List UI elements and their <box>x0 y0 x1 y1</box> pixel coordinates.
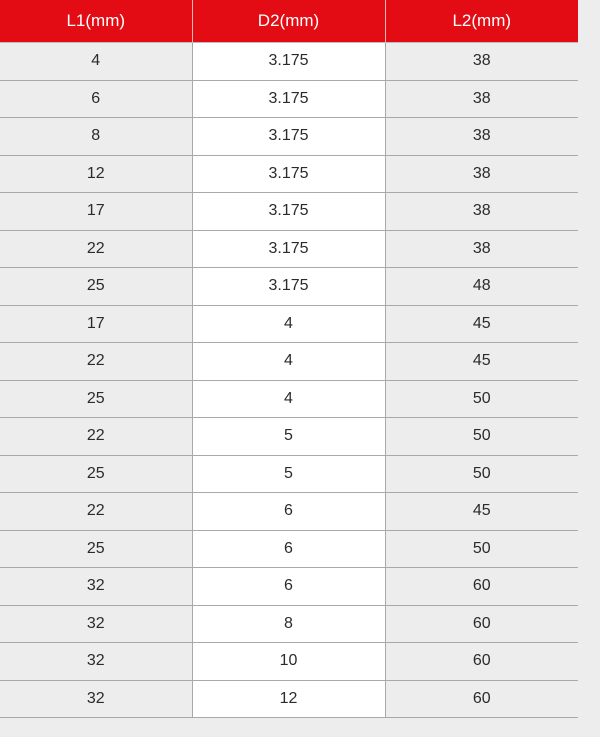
table-row <box>0 530 578 568</box>
cell-l1: 25 <box>0 268 192 306</box>
cell-d2: 12 <box>192 680 385 718</box>
cell-d2: 8 <box>192 605 385 643</box>
table-row <box>0 680 578 718</box>
cell-l1: 22 <box>0 230 192 268</box>
cell-l1: 25 <box>0 530 192 568</box>
cell-l1: 12 <box>0 155 192 193</box>
cell-l2: 50 <box>385 418 578 456</box>
cell-l1: 22 <box>0 418 192 456</box>
table-row <box>0 305 578 343</box>
cell-l1: 22 <box>0 493 192 531</box>
cell-l2: 60 <box>385 643 578 681</box>
cell-l2: 50 <box>385 380 578 418</box>
cell-l1: 8 <box>0 118 192 156</box>
cell-l2: 45 <box>385 305 578 343</box>
table-row <box>0 43 578 81</box>
cell-d2: 5 <box>192 418 385 456</box>
cell-l2: 50 <box>385 530 578 568</box>
cell-d2: 3.175 <box>192 193 385 231</box>
cell-l2: 45 <box>385 343 578 381</box>
cell-l1: 17 <box>0 193 192 231</box>
cell-l2: 38 <box>385 118 578 156</box>
cell-d2: 6 <box>192 493 385 531</box>
cell-l1: 4 <box>0 43 192 81</box>
cell-l1: 25 <box>0 455 192 493</box>
cell-d2: 4 <box>192 305 385 343</box>
cell-l2: 45 <box>385 493 578 531</box>
cell-d2: 3.175 <box>192 230 385 268</box>
table-row <box>0 343 578 381</box>
table-row <box>0 268 578 306</box>
cell-l2: 50 <box>385 455 578 493</box>
cell-l2: 60 <box>385 680 578 718</box>
cell-l2: 60 <box>385 568 578 606</box>
cell-d2: 3.175 <box>192 43 385 81</box>
table-row <box>0 605 578 643</box>
header-d2: D2(mm) <box>192 0 385 43</box>
cell-l1: 6 <box>0 80 192 118</box>
cell-d2: 10 <box>192 643 385 681</box>
cell-l1: 32 <box>0 605 192 643</box>
table-row <box>0 380 578 418</box>
cell-d2: 6 <box>192 568 385 606</box>
cell-d2: 3.175 <box>192 80 385 118</box>
cell-d2: 3.175 <box>192 118 385 156</box>
cell-d2: 3.175 <box>192 268 385 306</box>
header-l1: L1(mm) <box>0 0 192 43</box>
cell-l1: 25 <box>0 380 192 418</box>
cell-l1: 32 <box>0 568 192 606</box>
cell-l2: 38 <box>385 230 578 268</box>
table-row <box>0 418 578 456</box>
cell-l2: 38 <box>385 155 578 193</box>
cell-d2: 6 <box>192 530 385 568</box>
table-body <box>0 43 578 718</box>
cell-l1: 32 <box>0 680 192 718</box>
cell-l2: 38 <box>385 80 578 118</box>
cell-l2: 48 <box>385 268 578 306</box>
cell-l2: 38 <box>385 43 578 81</box>
table-row <box>0 80 578 118</box>
table-row <box>0 155 578 193</box>
cell-l1: 32 <box>0 643 192 681</box>
cell-l1: 17 <box>0 305 192 343</box>
header-l2: L2(mm) <box>385 0 578 43</box>
table-row <box>0 230 578 268</box>
cell-d2: 4 <box>192 343 385 381</box>
cell-d2: 5 <box>192 455 385 493</box>
cell-d2: 3.175 <box>192 155 385 193</box>
cell-l2: 38 <box>385 193 578 231</box>
cell-l2: 60 <box>385 605 578 643</box>
table-row <box>0 455 578 493</box>
table-row <box>0 643 578 681</box>
table-row <box>0 118 578 156</box>
cell-l1: 22 <box>0 343 192 381</box>
cell-d2: 4 <box>192 380 385 418</box>
table-row <box>0 568 578 606</box>
table-row <box>0 493 578 531</box>
table-row <box>0 193 578 231</box>
table-header-row <box>0 0 578 43</box>
